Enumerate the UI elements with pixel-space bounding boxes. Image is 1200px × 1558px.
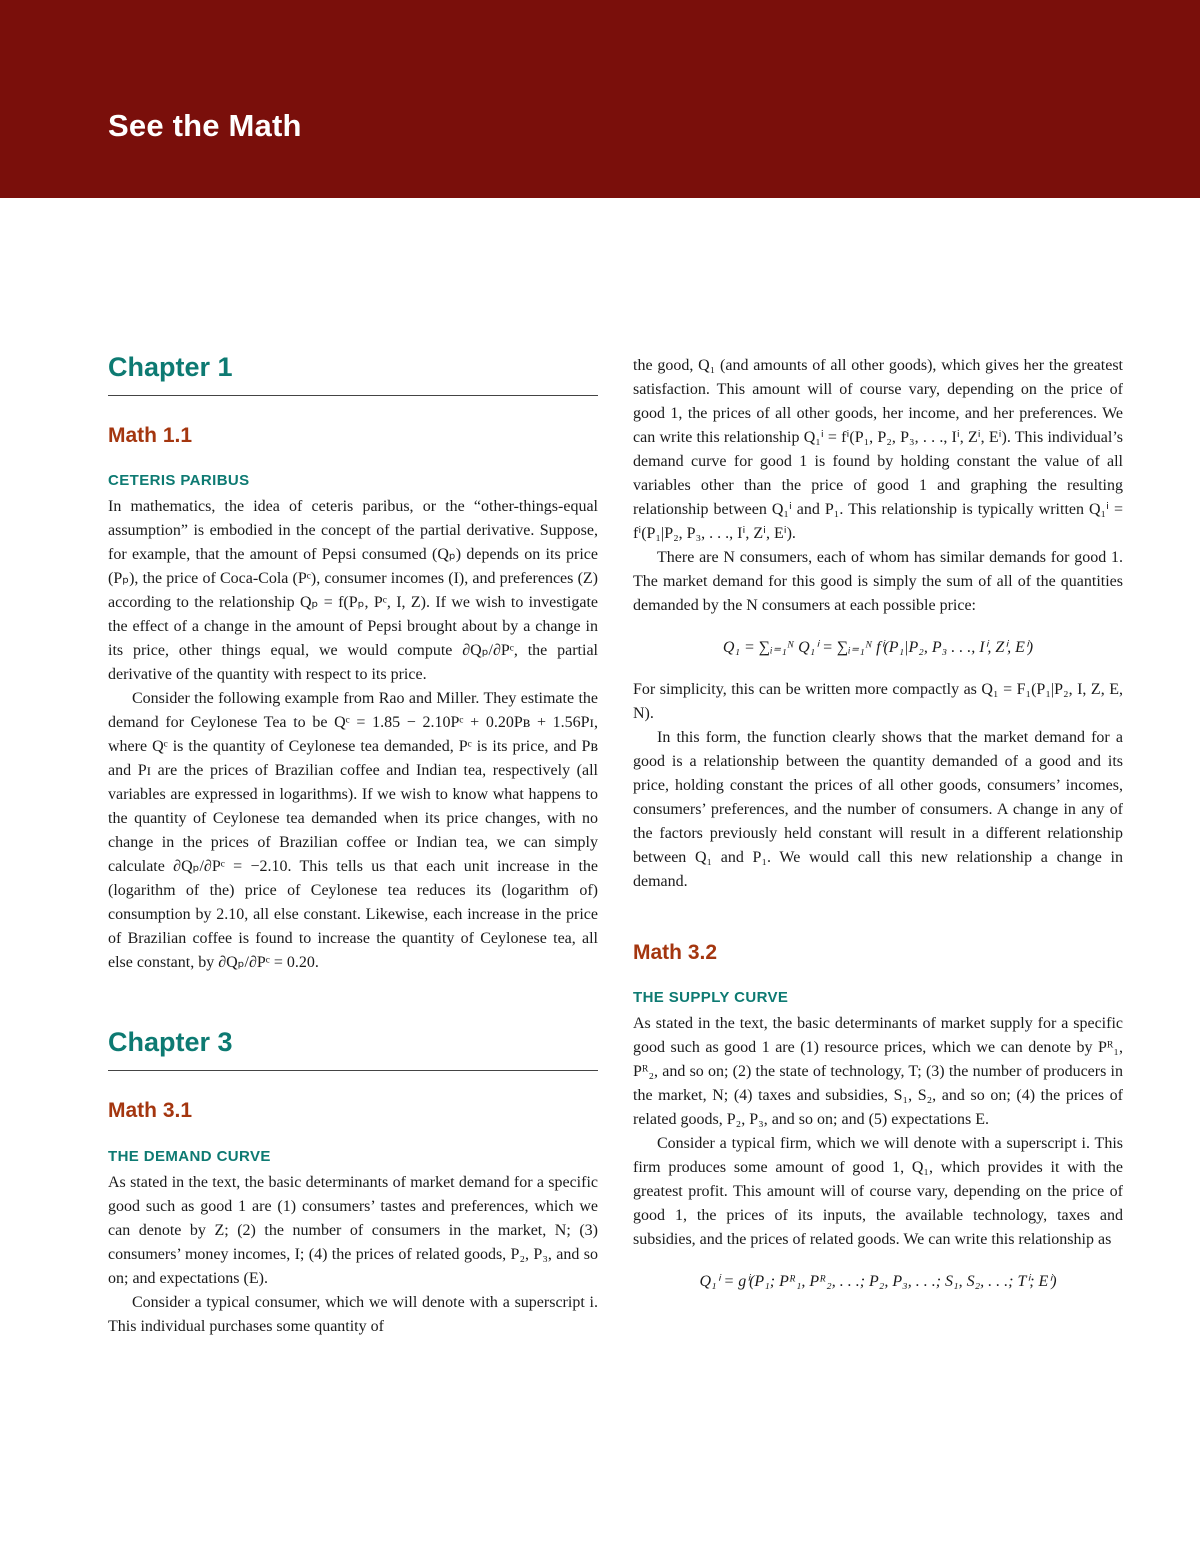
market-demand-equation: Q₁ = ∑ᵢ₌₁ᴺ Q₁ⁱ = ∑ᵢ₌₁ᴺ fⁱ(P₁|P₂, P₃ . . ., Iⁱ, Zⁱ, Eⁱ) [722, 639, 1034, 656]
math-3-1-paragraph-1: As stated in the text, the basic determinants of market demand for a specific good such as good 1 are (1) consumers’ tastes and preferences, which we can denote by Z; (2) the number of consumers in the market, N; (3) consumers’ money incomes, I; (4) the prices of related goods, P₂, P₃, and so on; and expectations (E). [108, 1173, 598, 1287]
math-3-2-title: Math 3.2 [633, 941, 718, 964]
header-banner [0, 0, 1200, 198]
math-1-1-paragraph-2: Consider the following example from Rao and Miller. They estimate the demand for Ceylonese Tea to be Qᶜ = 1.85 − 2.10Pᶜ + 0.20Pʙ + 1.56Pɪ, where Qᶜ is the quantity of Ceylonese tea demanded, Pᶜ is its price, and Pʙ and Pɪ are the prices of Brazilian coffee and Indian tea, respectively (all variables are expressed in logarithms). If we wish to know what happens to the quantity of Ceylonese tea demanded when its price changes, with no change in the prices of Brazilian coffee or Indian tea, we can simply calculate ∂Qₚ/∂Pᶜ = −2.10. This tells us that each unit increase in the (logarithm of the) price of Ceylonese tea reduces its (logarithm of) consumption by 2.10, all else constant. Likewise, each increase in the price of Brazilian coffee is found to increase the quantity of Ceylonese tea, all else constant, by ∂Qₚ/∂Pᶜ = 0.20. [108, 690, 598, 972]
demand-continued-paragraph: the good, Q₁ (and amounts of all other goods), which gives her the greatest satisfaction. This amount will of course vary, depending on the price of good 1, the prices of all other goods, her income, and her preferences. We can write this relationship Q₁ⁱ = fⁱ(P₁, P₂, P₃, . . ., Iⁱ, Zⁱ, Eⁱ). This individual’s demand curve for good 1 is found by holding constant the value of all variables other than the price of good 1 and graphing the resulting relationship between Q₁ⁱ and P₁. This relationship is typically written Q₁ⁱ = fⁱ(P₁|P₂, P₃, . . ., Iⁱ, Zⁱ, Eⁱ). [633, 357, 1123, 542]
function-form-paragraph: In this form, the function clearly shows that the market demand for a good is a relationship between the quantity demanded of a good and its price, holding constant the prices of all other goods, consumers’ incomes, consumers’ preferences, and the number of consumers. A change in any of the factors previously held constant will result in a different relationship between Q₁ and P₁. We would call this new relationship a change in demand. [633, 729, 1123, 890]
supply-determinants-paragraph: As stated in the text, the basic determinants of market supply for a specific good such as good 1 are (1) resource prices, which we can denote by Pᴿ₁, Pᴿ₂, and so on; (2) the state of technology, T; (3) the number of producers in the market, N; (4) taxes and subsidies, S₁, S₂, and so on; (4) the prices of related goods, P₂, P₃, and so on; and (5) expectations E. [633, 1015, 1123, 1129]
ceteris-paribus-heading: CETERIS PARIBUS [108, 472, 250, 490]
math-1-1-title: Math 1.1 [108, 424, 193, 448]
demand-curve-heading: THE DEMAND CURVE [108, 1147, 271, 1165]
n-consumers-paragraph: There are N consumers, each of whom has similar demands for good 1. The market demand for this good is simply the sum of all of the quantities demanded by the N consumers at each possible price: [633, 549, 1123, 614]
chapter-1-title: Chapter 1 [108, 350, 598, 396]
left-column [108, 350, 598, 1339]
right-column [633, 354, 1123, 1294]
typical-firm-paragraph: Consider a typical firm, which we will denote with a superscript i. This firm produces some amount of good 1, Q₁, which provides it with the greatest profit. This amount will of course vary, depending on the price of good 1, the prices of its inputs, the available technology, taxes and subsidies, and the prices of related goods. We can write this relationship as [633, 1135, 1123, 1249]
math-3-1-paragraph-2: Consider a typical consumer, which we will denote with a superscript i. This individual purchases some quantity of [108, 1293, 598, 1335]
firm-supply-equation: Q₁ⁱ = gⁱ(P₁; Pᴿ₁, Pᴿ₂, . . .; P₂, P₃, . . .; S₁, S₂, . . .; Tⁱ; Eⁱ) [699, 1273, 1057, 1291]
chapter-3-title: Chapter 3 [108, 1025, 598, 1071]
banner-title: See the Math [108, 108, 302, 143]
simplicity-paragraph: For simplicity, this can be written more compactly as Q₁ = F₁(P₁|P₂, I, Z, E, N). [633, 681, 1123, 722]
math-3-1-title: Math 3.1 [108, 1099, 193, 1123]
supply-curve-heading: THE SUPPLY CURVE [633, 989, 789, 1007]
math-1-1-paragraph-1: In mathematics, the idea of ceteris paribus, or the “other-things-equal assumption” is embodied in the concept of the partial derivative. Suppose, for example, that the amount of Pepsi consumed (Qₚ) depends on its price (Pₚ), the price of Coca-Cola (Pᶜ), consumer incomes (I), and preferences (Z) according to the relationship Qₚ = f(Pₚ, Pᶜ, I, Z). If we wish to investigate the effect of a change in the amount of Pepsi brought about by a change in its price, other things equal, we would compute ∂Qₚ/∂Pᶜ, the partial derivative of the quantity with respect to its price. [108, 498, 598, 684]
